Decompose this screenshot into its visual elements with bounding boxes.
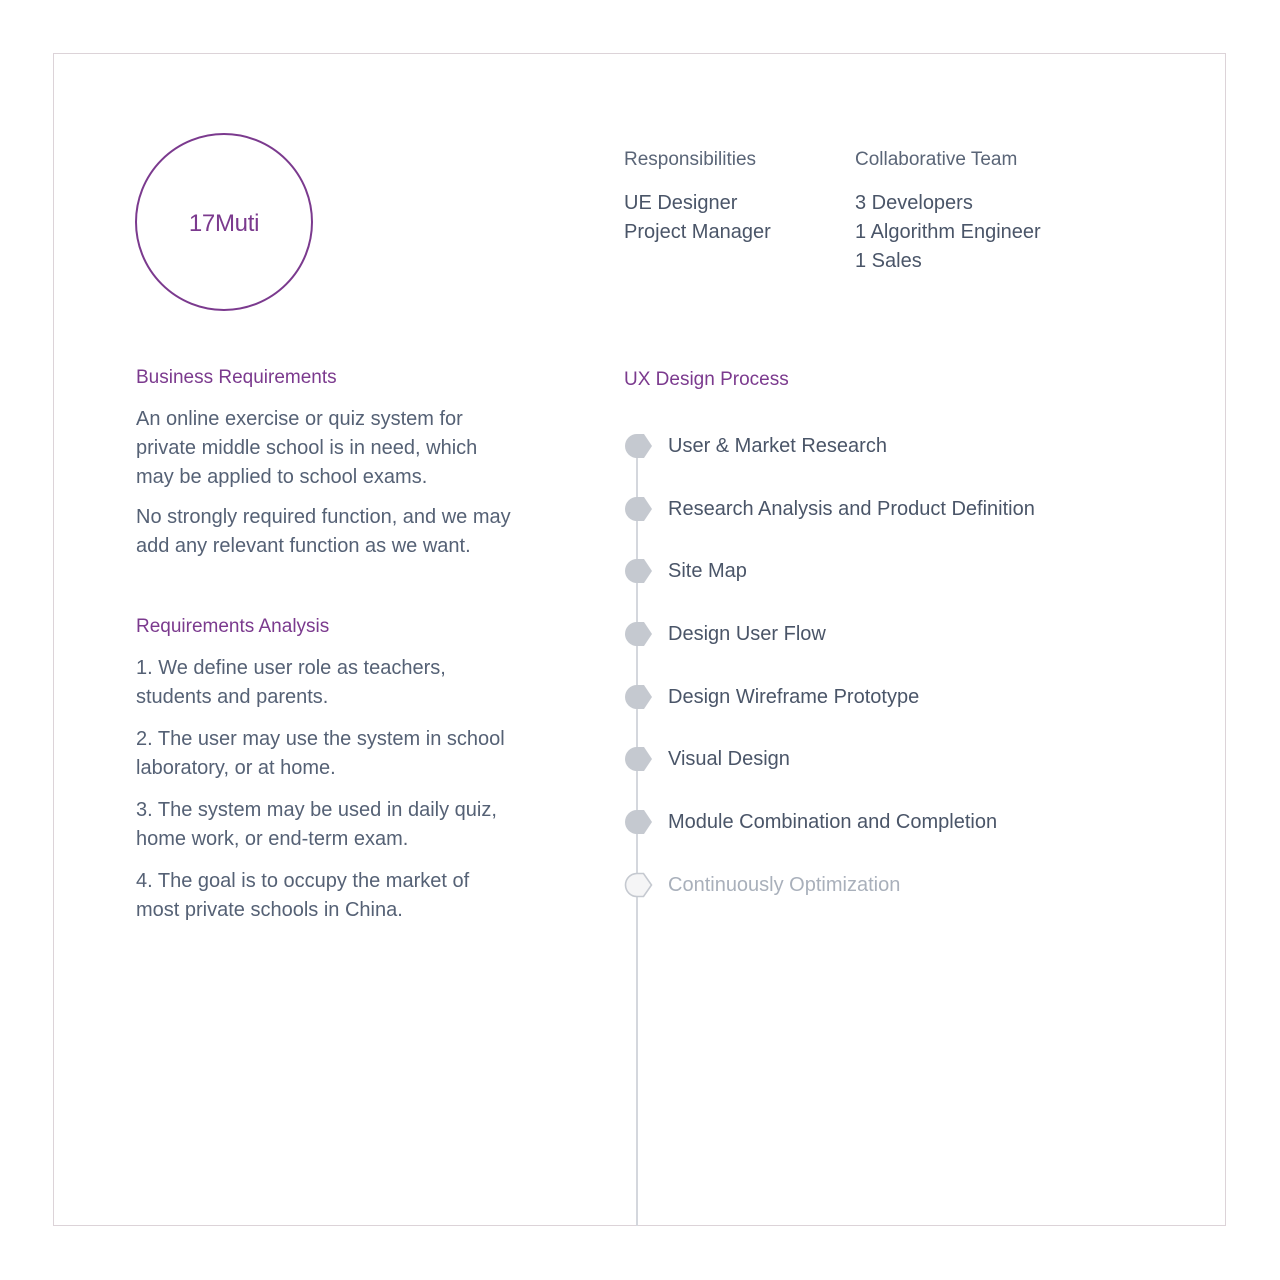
team-item: 3 Developers <box>855 192 973 214</box>
step-marker-filled-icon <box>624 433 654 459</box>
requirements-analysis-item: 1. We define user role as teachers, students and parents. <box>136 657 446 708</box>
step-marker-filled-icon <box>624 621 654 647</box>
ux-process-title: UX Design Process <box>624 369 789 390</box>
step-marker-filled-icon <box>624 746 654 772</box>
requirements-analysis-item: 4. The goal is to occupy the market of most private schools in China. <box>136 870 470 921</box>
process-step <box>624 745 790 773</box>
step-label: Continuously Optimization <box>668 873 901 896</box>
business-requirements-paragraph: No strongly required function, and we may add any relevant function as we want. <box>136 506 511 557</box>
step-label: Research Analysis and Product Definition <box>668 497 1035 520</box>
requirements-analysis-item: 3. The system may be used in daily quiz, home work, or end-term exam. <box>136 799 497 850</box>
step-label: Design User Flow <box>668 622 826 645</box>
responsibility-item: Project Manager <box>624 221 771 243</box>
team-item: 1 Algorithm Engineer <box>855 221 1041 243</box>
step-marker-filled-icon <box>624 496 654 522</box>
process-step <box>624 683 919 711</box>
step-label: User & Market Research <box>668 434 887 457</box>
step-label: Design Wireframe Prototype <box>668 685 920 708</box>
team-column <box>855 148 1041 276</box>
process-step <box>624 808 997 836</box>
logo-badge <box>135 133 313 311</box>
process-step <box>624 620 826 648</box>
team-heading: Collaborative Team <box>855 149 1018 170</box>
step-label: Module Combination and Completion <box>668 810 998 833</box>
step-marker-filled-icon <box>624 809 654 835</box>
process-step-pending <box>624 871 900 899</box>
responsibility-item: UE Designer <box>624 192 738 214</box>
process-step <box>624 432 887 460</box>
team-item: 1 Sales <box>855 250 922 272</box>
step-marker-outline-icon <box>624 872 654 898</box>
step-label: Visual Design <box>668 747 790 770</box>
requirements-analysis-item: 2. The user may use the system in school laboratory, or at home. <box>136 728 505 779</box>
process-step <box>624 557 747 585</box>
step-marker-filled-icon <box>624 684 654 710</box>
business-requirements-paragraph: An online exercise or quiz system for private middle school is in need, which may be applied to school exams. <box>136 408 478 488</box>
business-requirements-title: Business Requirements <box>136 367 337 388</box>
responsibilities-column <box>624 148 771 247</box>
requirements-analysis-title: Requirements Analysis <box>136 616 330 637</box>
responsibilities-heading: Responsibilities <box>624 149 757 170</box>
step-marker-filled-icon <box>624 558 654 584</box>
logo-text: 17Muti <box>188 210 260 237</box>
process-step <box>624 495 1035 523</box>
step-label: Site Map <box>668 559 747 582</box>
